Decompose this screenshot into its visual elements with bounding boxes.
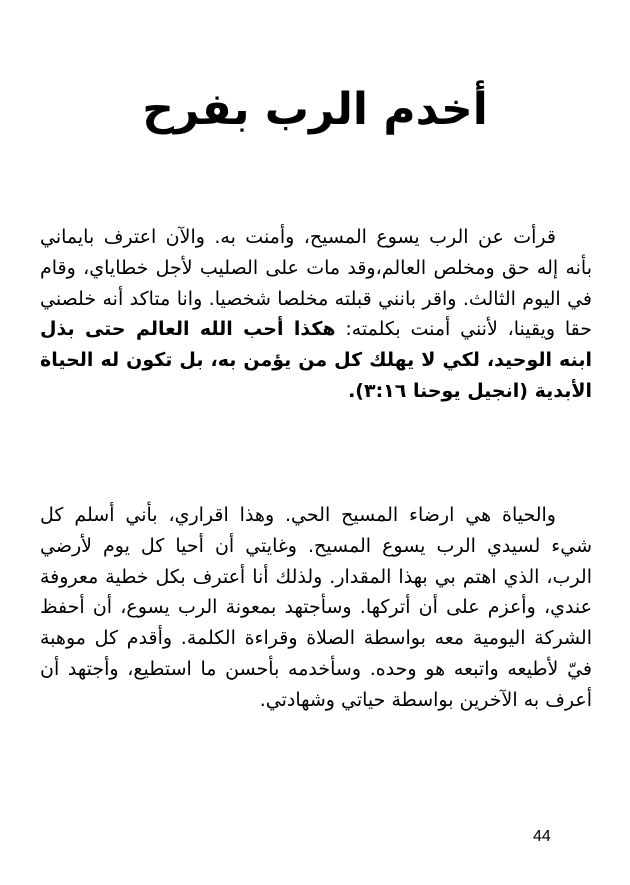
page-title: أخدم الرب بفرح (142, 84, 488, 135)
paragraph-confession-text: قرأت عن الرب يسوع المسيح، وأمنت به. والآن اعترف بايماني بأنه إله حق ومخلص العالم،وقد مات على الصليب لأجل خطاياي، وقام في اليوم الثالث. واقر بانني قبلته مخلصا شخصيا. وانا متاكد أنه خلصني حقا ويقينا، لأنني أمنت بكلمته: (40, 226, 592, 341)
page-number: 44 (533, 828, 551, 845)
paragraph-commitment (40, 500, 592, 716)
scripture-quote: هكذا أحب الله العالم حتى بذل ابنه الوحيد، لكي لا يهلك كل من يؤمن به، بل تكون له الحياة الأبدية (انجيل يوحنا ٣:١٦). (40, 318, 592, 402)
paragraph-commitment-text: والحياة هي ارضاء المسيح الحي. وهذا اقراري، بأني أسلم كل شيء لسيدي الرب يسوع المسيح. وغايتي أن أحيا كل يوم لأرضي الرب، الذي اهتم بي بهذا المقدار. ولذلك أنا أعترف بكل خطية معروفة عندي، وأعزم على أن أتركها. وسأجتهد بمعونة الرب يسوع، أن أحفظ الشركة اليومية معه بواسطة الصلاة وقراءة الكلمة. وأقدم كل موهبة فيّ لأطيعه واتبعه هو وحده. وسأخدمه بأحسن ما استطيع، وأجتهد أن أعرف به الآخرين بواسطة حياتي وشهادتي. (40, 504, 592, 711)
paragraph-confession (40, 222, 592, 407)
